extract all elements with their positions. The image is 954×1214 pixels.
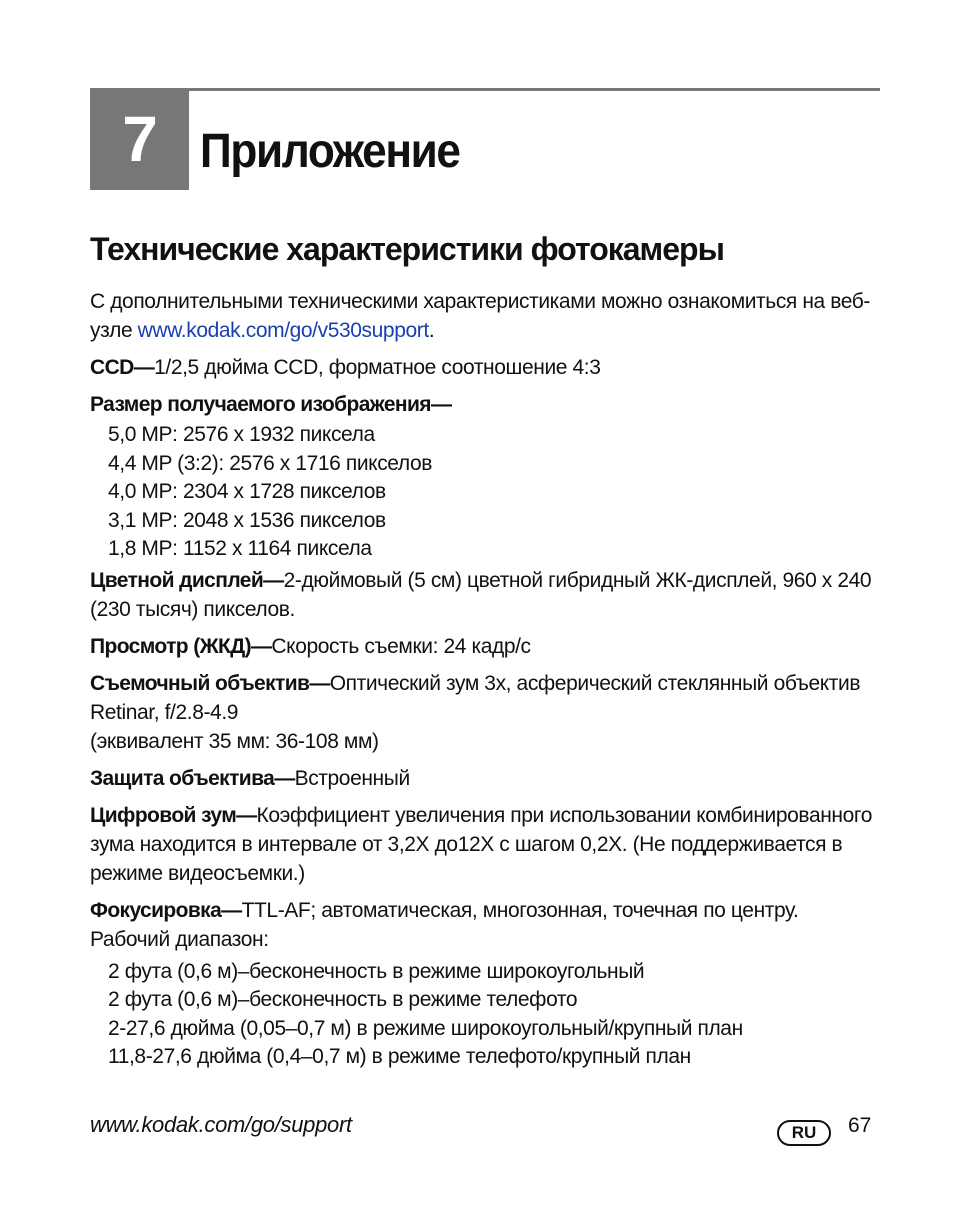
spec-lens-protection-label: Защита объектива—: [90, 766, 295, 790]
focus-range-list: [90, 958, 880, 1072]
chapter-number: 7: [122, 103, 157, 175]
list-item: 4,4 MP (3:2): 2576 x 1716 пикселов: [108, 451, 432, 475]
page-content: [90, 225, 880, 1074]
spec-image-size: [90, 390, 880, 419]
spec-preview-label: Просмотр (ЖКД)—: [90, 634, 272, 658]
spec-digital-zoom-text: Коэффициент увеличения при использовании комбинированного зума находится в интервале от 3,2X до12X с шагом 0,2X. (Не поддерживается в режиме видеосъемки.): [90, 803, 872, 885]
spec-ccd-label: CCD—: [90, 356, 155, 379]
image-size-list: [90, 421, 880, 564]
page-number: 67: [848, 1114, 872, 1137]
list-item: 2-27,6 дюйма (0,05–0,7 м) в режиме широкоугольный/крупный план: [108, 1016, 743, 1040]
intro-paragraph: [90, 287, 880, 345]
spec-lens-label: Съемочный объектив—: [90, 671, 330, 695]
spec-preview: [90, 632, 880, 661]
language-badge: RU: [777, 1120, 831, 1146]
spec-lens-protection-text: Встроенный: [294, 766, 410, 790]
list-item: 5,0 MP: 2576 x 1932 пиксела: [108, 423, 375, 446]
spec-display-text: 2-дюймовый (5 см) цветной гибридный ЖК-дисплей, 960 x 240 (230 тысяч) пикселов.: [90, 568, 872, 621]
spec-digital-zoom-label: Цифровой зум—: [90, 803, 257, 827]
list-item: 11,8-27,6 дюйма (0,4–0,7 м) в режиме телефото/крупный план: [108, 1045, 691, 1068]
spec-lens-equivalent: (эквивалент 35 мм: 36-108 мм): [90, 729, 379, 753]
spec-lens: [90, 669, 880, 756]
chapter-number-box: [90, 88, 189, 190]
support-link[interactable]: www.kodak.com/go/v530support: [137, 319, 429, 342]
header-rule: [90, 88, 880, 91]
list-item: 2 фута (0,6 м)–бесконечность в режиме телефото: [108, 988, 578, 1011]
list-item: 3,1 MP: 2048 x 1536 пикселов: [108, 508, 386, 532]
chapter-title: Приложение: [200, 125, 460, 178]
list-item: 4,0 MP: 2304 x 1728 пикселов: [108, 480, 386, 503]
footer-url: www.kodak.com/go/support: [90, 1112, 352, 1137]
spec-ccd: [90, 353, 880, 382]
spec-image-size-label: Размер получаемого изображения—: [90, 393, 452, 416]
list-item: 2 фута (0,6 м)–бесконечность в режиме широкоугольный: [108, 959, 645, 983]
intro-tail: .: [428, 319, 435, 342]
spec-ccd-text: 1/2,5 дюйма CCD, форматное соотношение 4:3: [154, 356, 601, 379]
list-item: 1,8 MP: 1152 x 1164 пиксела: [108, 537, 372, 560]
spec-focus-text: TTL-AF; автоматическая, многозонная, точечная по центру. Рабочий диапазон:: [90, 898, 799, 951]
spec-display: [90, 566, 880, 624]
spec-focus: [90, 896, 880, 954]
spec-digital-zoom: [90, 801, 880, 888]
section-title: Технические характеристики фотокамеры: [90, 231, 724, 267]
spec-lens-protection: [90, 764, 880, 793]
spec-preview-text: Скорость съемки: 24 кадр/с: [271, 634, 531, 658]
spec-focus-label: Фокусировка—: [90, 898, 242, 922]
intro-text: С дополнительными техническими характеристиками можно ознакомиться на веб-узле: [90, 290, 871, 342]
spec-lens-text: Оптический зум 3х, асферический стеклянный объектив Retinar, f/2.8-4.9: [90, 671, 861, 724]
spec-display-label: Цветной дисплей—: [90, 568, 284, 592]
